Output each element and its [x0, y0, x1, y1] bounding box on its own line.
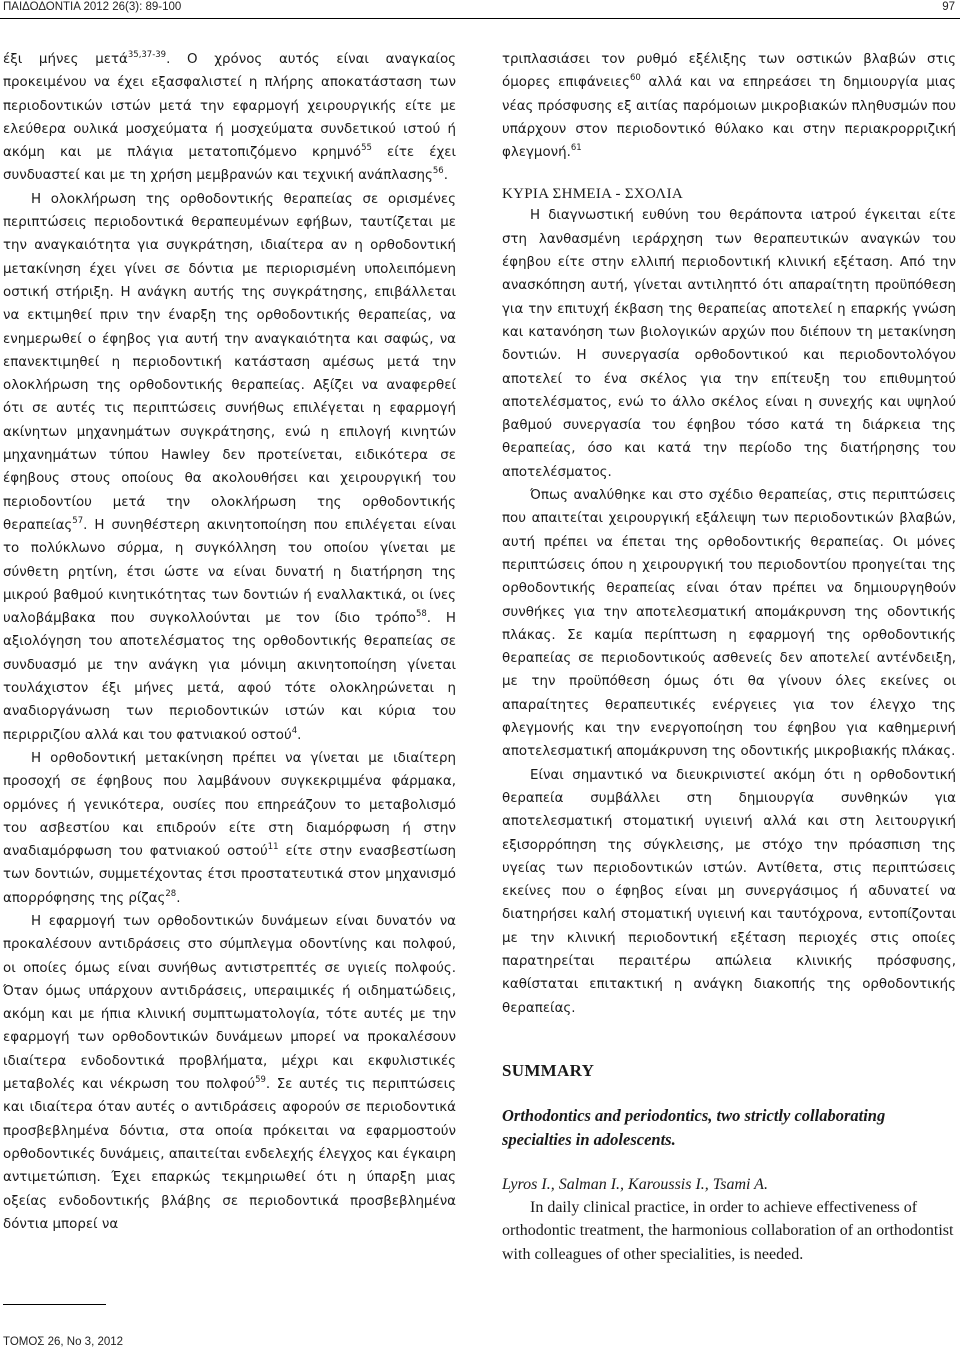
citation-ref: 35,37-39 [127, 50, 167, 60]
citation-ref: 4 [291, 725, 298, 736]
summary-text: In daily clinical practice, in order to achieve effectiveness of orthodontic treatment, the harmonious collaboration of an orthodontist with colleagues of other specialities, is needed. [502, 1198, 954, 1263]
footer-divider [3, 1304, 106, 1305]
right-column [502, 48, 956, 1266]
citation-ref: 61 [570, 143, 582, 154]
citation-ref: 59 [255, 1075, 266, 1086]
citation-ref: 55 [361, 143, 372, 154]
left-column [3, 48, 456, 1236]
citation-ref: 57 [72, 515, 84, 526]
citation-ref: 11 [267, 842, 279, 853]
page-header [0, 0, 960, 19]
journal-citation: ΠΑΙΔΟΔΟΝΤΙΑ 2012 26(3): 89-100 [3, 1, 182, 13]
citation-ref: 58 [415, 609, 427, 620]
section-heading: ΚΥΡΙΑ ΣΗΜΕΙΑ - ΣΧΟΛΙΑ [502, 186, 683, 203]
summary-authors: Lyros I., Salman I., Karoussis I., Tsami A. [502, 1175, 768, 1193]
paragraph: Η ολοκλήρωση της ορθοδοντικής θεραπείας σε ορισμένες περιπτώσεις περιοδοντικά θεραπευμένων εφήβων, ταυτίζεται με την αναγκαιότητα για συγκράτηση, ιδιαίτερα αν η ορθοδοντική μετακίνηση έχει γίνει σε δόντια με περιορισμένη υπολειπόμενη οστική στήριξη. Η ανάγκη αυτής της συγκράτησης, επιβάλλεται να εκτιμηθεί πριν την έναρξη της ορθοδοντικής θεραπείας, να ενημερωθεί ο έφηβος για αυτή την αναγκαιότητα και σαφώς, να επανεκτιμηθεί η περιοδοντική κατάσταση αμέσως μετά την ολοκλήρωση της ορθοδοντικής θεραπείας. Αξίζει να αναφερθεί ότι σε αυτές τις περιπτώσεις συνήθως επιλέγεται η εφαρμογή ακίνητων μηχανημάτων συγκράτησης, ενώ η επιλογή κινητών μηχανημάτων τύπου Hawley δεν προτείνεται, ειδικότερα σε έφηβους στους οποίους θα ακολουθήσει και χειρουργική του περιοδοντίου μετά την ολοκλήρωση της ορθοδοντικής θεραπείας$^{57}$. Η συνηθέστερη ακινητοποίηση που επιλέγεται είναι το πολύκλωνο σύρμα, η συγκόλληση του οποίου γίνεται με σύνθετη ρητίνη, έτσι ώστε να είναι δυνατή η διατήρηση της μικρού βαθμού κινητικότητας των δοντιών ή εναλλακτικά, οι ίνες υαλοβάμβακα που συγκολλούνται με τον ίδιο τρόπο$^{58}$. Η αξιολόγηση του αποτελέσματος της ορθοδοντικής θεραπείας σε συνδυασμό με την ανάγκη για μόνιμη ακινητοποίηση γίνεται τουλάχιστον έξι μήνες μετά, αφού τότε ολοκληρώνεται η αναδιοργάνωση των περιοδοντικών ιστών και κύρια του περιρριζίου αλλά και του φατνιακού οστού$^4$. [3, 191, 456, 743]
citation-ref: 56 [432, 166, 444, 177]
citation-ref: 60 [630, 73, 641, 84]
paragraph: Όπως αναλύθηκε και στο σχέδιο θεραπείας, στις περιπτώσεις που απαιτείται χειρουργική εξάλειψη των περιοδοντικών βλαβών, αυτή πρέπει να έπεται της ορθοδοντικής θεραπείας. Οι μόνες περιπτώσεις όπου η χειρουργική του περιοδοντίου προηγείται της ορθοδοντικής θεραπείας είναι όταν πρέπει να δημιουργηθούν συνθήκες για την αποτελεσματική απομάκρυνση της οδοντικής πλάκας. Σε καμία περίπτωση η εφαρμογή της ορθοδοντικής θεραπείας σε περιοδοντικούς ασθενείς δεν αποτελεί αντένδειξη, με την προϋπόθεση όμως ότι θα γίνουν όλες εκείνες οι απαραίτητες θεραπευτικές ενέργειες για τον έλεγχο της φλεγμονής και την ενεργοποίηση του έφηβου για καθημερινή αποτελεσματική απομάκρυνση της οδοντικής μικροβιακής πλάκας. [502, 488, 956, 760]
paragraph: τριπλασιάσει τον ρυθμό εξέλιξης των οστικών βλαβών στις όμορες επιφάνειες$^{60}$ αλλά και να επηρεάσει τη δημιουργία μιας νέας πρόσφυσης εξ αιτίας παρόμοιων μικροβιακών πληθυσμών που υπάρχουν στον περιοδοντικό θύλακο και στην περιακρορριζική φλεγμονή.$^{61}$ [502, 52, 956, 161]
paragraph: Η διαγνωστική ευθύνη του θεράποντα ιατρού έγκειται είτε στη λανθασμένη ιεράρχηση των θεραπευτικών αναγκών του έφηβου είτε στην ελλιπή περιοδοντική κλινική εξέταση. Από την ανασκόπηση αυτή, γίνεται αντιληπτό ότι απαραίτητη προϋπόθεση για την επιτυχή έκβαση της θεραπείας αποτελεί η επαρκής γνώση και κατανόηση των βιολογικών αρχών που διέπουν τη μετακίνηση δοντιών. Η συνεργασία ορθοδοντικού και περιοδοντολόγου αποτελεί το ένα σκέλος για την επίτευξη του επιθυμητού αποτελέσματος, ενώ το άλλο σκέλος είναι η συνεχής και υψηλού βαθμού συνεργασία του έφηβου τόσο κατά τη διάρκεια της θεραπείας, όσο και κατά την περίοδο της διατήρησης του αποτελέσματος. [502, 208, 956, 480]
paragraph: Είναι σημαντικό να διευκρινιστεί ακόμη ότι η ορθοδοντική θεραπεία συμβάλλει στη δημιουργία συνθηκών για αποτελεσματική στοματική υγιεινή αλλά και στη λειτουργική εξισορρόπηση της σύγκλεισης, με στόχο την πρόασπιση της υγείας των περιοδοντικών ιστών. Αντίθετα, στις περιπτώσεις εκείνες που ο έφηβος είναι μη συνεργάσιμος ή αδυνατεί να διατηρήσει καλή στοματική υγιεινή και ταυτόχρονα, εντοπίζονται με την κλινική περιοδοντική εξέταση περιοχές στις οποίες παρατηρείται περαιτέρω απώλεια κλινικής πρόσφυσης, καθίσταται επιτακτική η ανάγκη διακοπής της ορθοδοντικής θεραπείας. [502, 767, 956, 1016]
summary-article-title: Orthodontics and periodontics, two strictly collaborating specialties in adolescents. [502, 1105, 886, 1149]
paragraph: Η εφαρμογή των ορθοδοντικών δυνάμεων είναι δυνατόν να προκαλέσουν αντιδράσεις στο σύμπλεγμα οδοντίνης και πολφού, οι οποίες όμως είναι συνήθως αντιστρεπτές σε υγιείς πολφούς. Όταν όμως υπάρχουν αντιδράσεις, υπεραιμικές ή οιδηματώδεις, ακόμη και με ήπια κλινική συμπτωματολογία, τότε αυτές με την εφαρμογή των ορθοδοντικών δυνάμεων μπορεί να προκαλέσουν ιδιαίτερα ενδοδοντικά προβλήματα, μέχρι και εκφυλιστικές μεταβολές και νέκρωση του πολφού$^{59}$. Σε αυτές τις περιπτώσεις και ιδιαίτερα όταν αυτές ο αντιδράσεις αφορούν σε περιοδοντικά προσβεβλημένα δόντια, στα οποία πρόκειται να εφαρμοστούν ορθοδοντικές δυνάμεις, απαιτείται ενδελεχής έλεγχος και έγκαιρη αντιμετώπιση. Έχει επαρκώς τεκμηριωθεί ότι η ύπαρξη μιας οξείας ενδοδοντικής βλάβης σε περιοδοντικά προσβεβλημένα δόντια μπορεί να [3, 913, 456, 1232]
paragraph: έξι μήνες μετά$^{35,37-39}$. Ο χρόνος αυτός είναι αναγκαίος προκειμένου να έχει εξασφαλιστεί η πλήρης αποκατάσταση των περιοδοντικών ιστών μετά την εφαρμογή χειρουργικής είτε με ελεύθερα ουλικά μοσχεύματα ή μοσχεύματα συνδετικού ιστού ή ακόμη και με πλάγια μετατοπιζόμενο κρημνό$^{55}$ είτε έχει συνδυαστεί και με τη χρήση μεμβρανών και τεχνική ανάπλασης$^{56}$. [3, 50, 456, 184]
citation-ref: 28 [165, 888, 177, 899]
page-footer: ΤΟΜΟΣ 26, Νο 3, 2012 [3, 1336, 124, 1348]
page-number: 97 [942, 1, 955, 13]
paragraph: Η ορθοδοντική μετακίνηση πρέπει να γίνεται με ιδιαίτερη προσοχή σε έφηβους που λαμβάνουν συγκεκριμμένα φάρμακα, ορμόνες ή γενικότερα, ουσίες που επηρεάζουν το μεταβολισμό του ασβεστίου και επιδρούν είτε στη διαμόρφωση ή στην αναδιαμόρφωση του φατνιακού οστού$^{11}$ είτε στην ενασβεστίωση των δοντιών, συμμετέχοντας έτσι προστατευτικά στον μηχανισμό απορρόφησης της ρίζας$^{28}$. [3, 750, 456, 906]
summary-heading: SUMMARY [502, 1060, 595, 1080]
